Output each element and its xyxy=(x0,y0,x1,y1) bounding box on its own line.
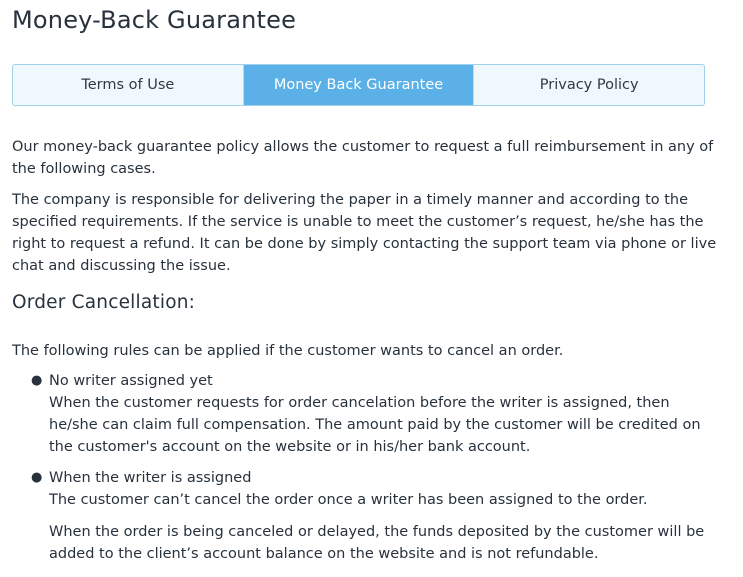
policy-tabs xyxy=(12,64,705,106)
rule-text: The customer can’t cancel the order once a writer has been assigned to the order. xyxy=(49,492,648,508)
cancellation-rules-list xyxy=(12,370,720,565)
rule-title: When the writer is assigned xyxy=(49,470,252,486)
tab-money-back-guarantee[interactable]: Money Back Guarantee xyxy=(243,65,474,105)
bullet-icon: ● xyxy=(31,470,43,485)
rule-title: No writer assigned yet xyxy=(49,373,213,389)
order-cancellation-heading: Order Cancellation: xyxy=(12,292,196,313)
cancellation-intro: The following rules can be applied if the customer wants to cancel an order. xyxy=(12,343,564,359)
tab-terms-of-use[interactable]: Terms of Use xyxy=(81,77,175,93)
list-item xyxy=(12,467,720,565)
responsibility-paragraph: The company is responsible for delivering the paper in a timely manner and according to the specified requirements. If the service is unable to meet the customer’s request, he/she has the right to request a refund. It can be done by simply contacting the support team via phone or live chat and discussing the issue. xyxy=(12,192,717,274)
policy-content xyxy=(12,136,720,574)
rule-text: When the customer requests for order cancelation before the writer is assigned, then he/she can claim full compensation. The amount paid by the customer will be credited on the customer's account on the website or in his/her bank account. xyxy=(49,395,701,455)
rule-extra-text: When the order is being canceled or delayed, the funds deposited by the customer will be added to the client’s account balance on the website and is not refundable. xyxy=(49,524,705,562)
bullet-icon: ● xyxy=(31,373,43,388)
intro-paragraph: Our money-back guarantee policy allows the customer to request a full reimbursement in any of the following cases. xyxy=(12,139,714,177)
list-item xyxy=(12,370,720,458)
tab-privacy-policy[interactable]: Privacy Policy xyxy=(473,65,704,105)
page-title: Money-Back Guarantee xyxy=(12,6,297,34)
